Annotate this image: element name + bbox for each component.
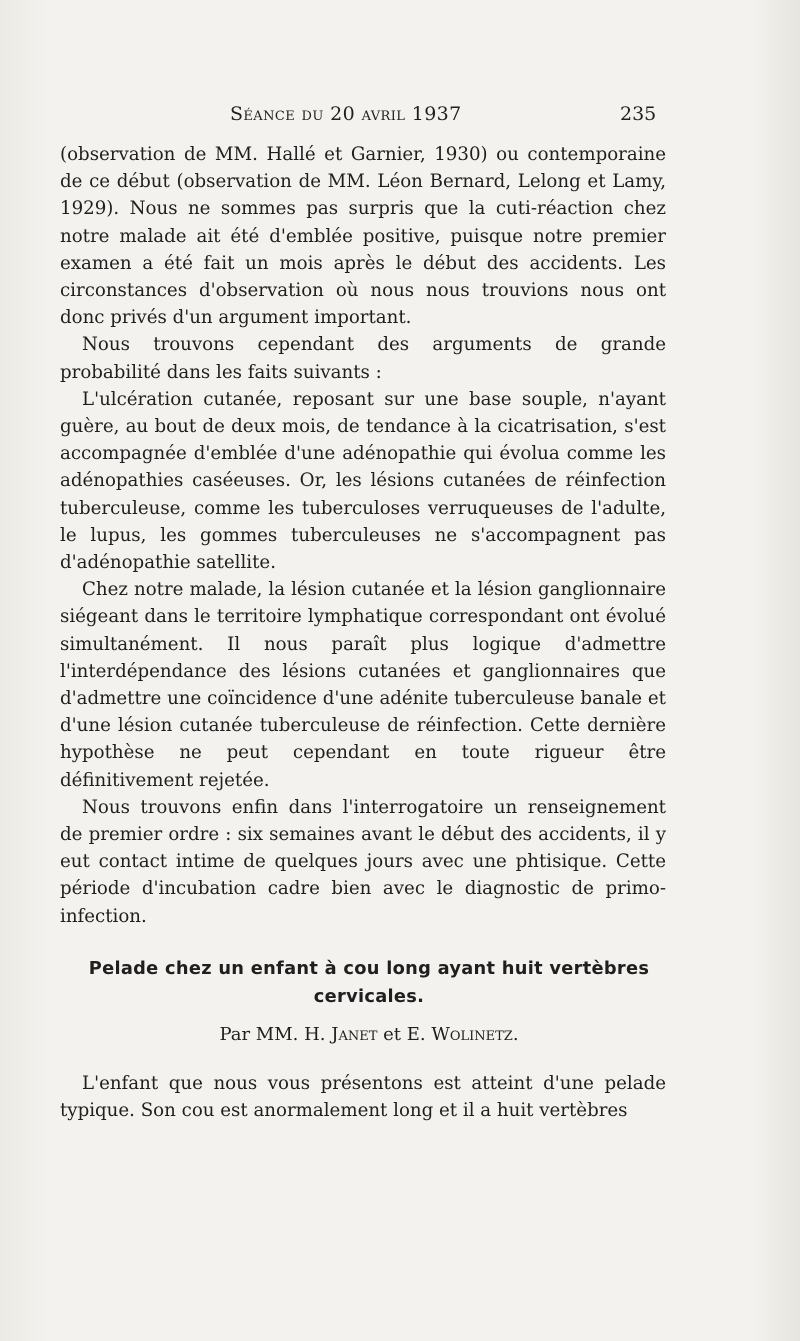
- paragraph: L'enfant que nous vous présentons est atteint d'une pelade typique. Son cou est anormalement long et il a huit vertèbres: [60, 1073, 666, 1122]
- article-title: Pelade chez un enfant à cou long ayant huit vertèbres cervicales.: [88, 958, 650, 1007]
- running-head: [0, 103, 800, 129]
- page-number: 235: [620, 103, 657, 125]
- paragraph: (observation de MM. Hallé et Garnier, 1930) ou contemporaine de ce début (observation de MM. Léon Bernard, Lelong et Lamy, 1929). Nous ne sommes pas surpris que la cuti-réaction chez notre malade ait été d'emblée positive, puisque notre premier examen a été fait un mois après le début des accidents. Les circonstances d'observation où nous nous trouvions nous ont donc privés d'un argument important.: [60, 144, 666, 329]
- paragraph: Nous trouvons enfin dans l'interrogatoire un renseignement de premier ordre : six semaines avant le début des accidents, il y eut contact intime de quelques jours avec une phtisique. Cette période d'incubation cadre bien avec le diagnostic de primo-infection.: [60, 796, 666, 927]
- paragraph: Nous trouvons cependant des arguments de grande probabilité dans les faits suivants :: [60, 334, 666, 383]
- article-body: [60, 1070, 666, 1124]
- paragraph: Chez notre malade, la lésion cutanée et la lésion ganglionnaire siégeant dans le territoire lymphatique correspondant ont évolué simultanément. Il nous paraît plus logique d'admettre l'interdépendance des lésions cutanées et ganglionnaires que d'admettre une coïncidence d'une adénite tuberculeuse banale et d'une lésion cutanée tuberculeuse de réinfection. Cette dernière hypothèse ne peut cependant en toute rigueur être définitivement rejetée.: [60, 579, 666, 791]
- byline-prefix: Par MM. H.: [219, 1024, 326, 1045]
- byline: [60, 1022, 678, 1048]
- paragraph: L'ulcération cutanée, reposant sur une base souple, n'ayant guère, au bout de deux mois, de tendance à la cicatrisation, s'est accompagnée d'emblée d'une adénopathie qui évolua comme les adénopathies caséeuses. Or, les lésions cutanées de réinfection tuberculeuse, comme les tuberculoses verruqueuses de l'adulte, le lupus, les gommes tuberculeuses ne s'accompagnent pas d'adénopathie satellite.: [60, 388, 666, 574]
- author-name: Wolinetz.: [431, 1024, 519, 1045]
- author-name: Janet: [331, 1024, 378, 1045]
- body-text: [60, 141, 666, 930]
- byline-join: et E.: [383, 1024, 426, 1045]
- running-title: Séance du 20 avril 1937: [230, 103, 462, 125]
